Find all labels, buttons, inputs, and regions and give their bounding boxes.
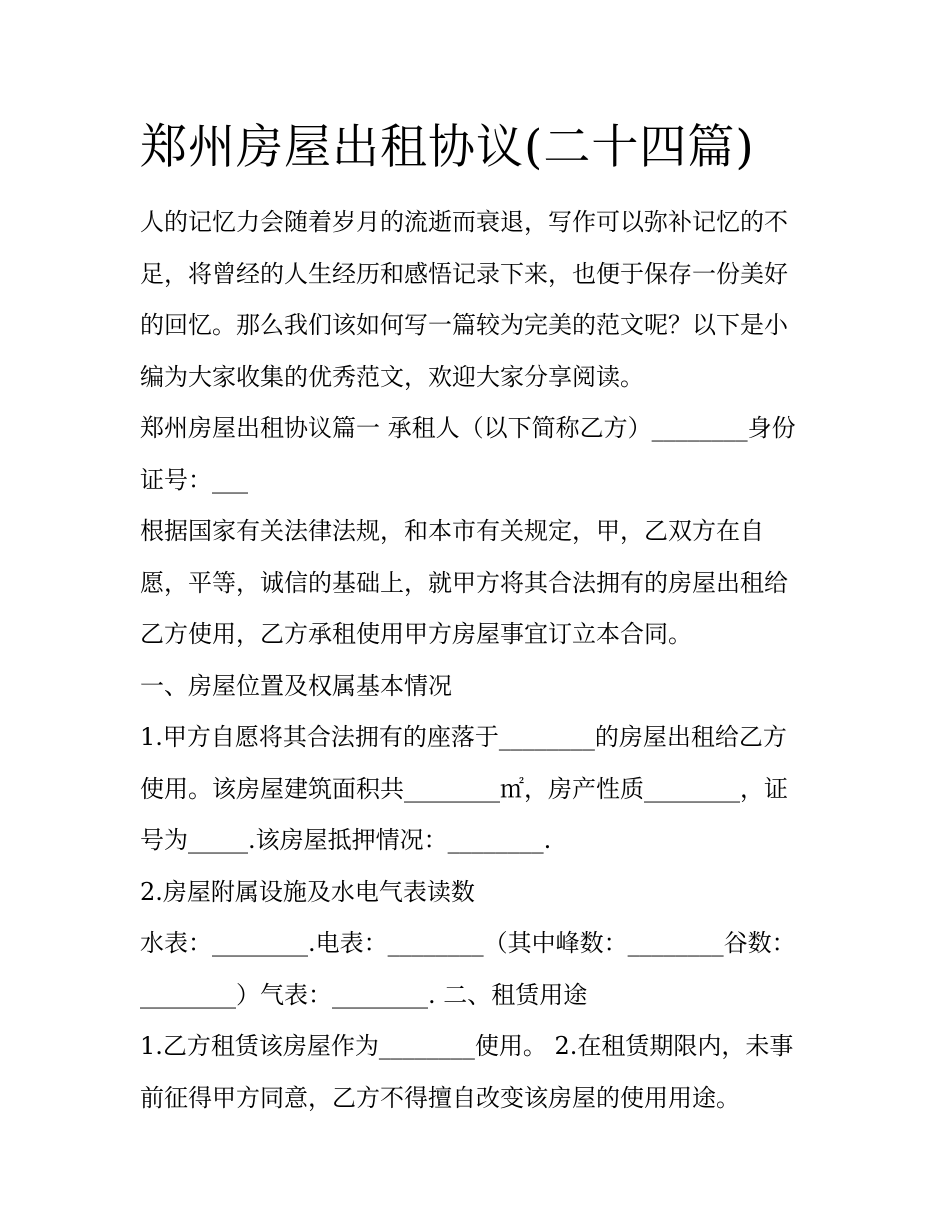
body-line: 2.房屋附属设施及水电气表读数 <box>140 877 475 906</box>
body-line: 郑州房屋出租协议篇一 承租人（以下简称乙方）________身份 <box>140 414 796 442</box>
section-heading: 一、房屋位置及权属基本情况 <box>140 671 452 700</box>
document-title: 郑州房屋出租协议(二十四篇) <box>140 120 755 175</box>
document-body <box>140 197 820 1124</box>
body-line: 使用。该房屋建筑面积共________㎡，房产性质________，证 <box>140 774 788 803</box>
body-line: 人的记忆力会随着岁月的流逝而衰退，写作可以弥补记忆的不 <box>140 208 788 236</box>
body-line: 足，将曾经的人生经历和感悟记录下来，也便于保存一份美好 <box>140 259 788 288</box>
body-line: 根据国家有关法律法规，和本市有关规定，甲，乙双方在自 <box>140 517 764 545</box>
body-line: 水表：________.电表：________（其中峰数：________谷数： <box>140 929 796 957</box>
body-line: 编为大家收集的优秀范文，欢迎大家分享阅读。 <box>140 362 644 391</box>
body-line: 1.乙方租赁该房屋作为________使用。 2.在租赁期限内，未事 <box>140 1032 794 1060</box>
body-line: ________）气表：________. 二、租赁用途 <box>140 980 588 1009</box>
body-line: 1.甲方自愿将其合法拥有的座落于________的房屋出租给乙方 <box>140 723 787 751</box>
body-line: 乙方使用，乙方承租使用甲方房屋事宜订立本合同。 <box>140 620 692 648</box>
body-line: 的回忆。那么我们该如何写一篇较为完美的范文呢？以下是小 <box>140 311 788 339</box>
body-line: 号为_____.该房屋抵押情况：________. <box>140 826 552 854</box>
body-line: 证号：___ <box>140 465 248 494</box>
body-line: 前征得甲方同意，乙方不得擅自改变该房屋的使用用途。 <box>140 1083 740 1112</box>
body-line: 愿，平等，诚信的基础上，就甲方将其合法拥有的房屋出租给 <box>140 568 788 597</box>
